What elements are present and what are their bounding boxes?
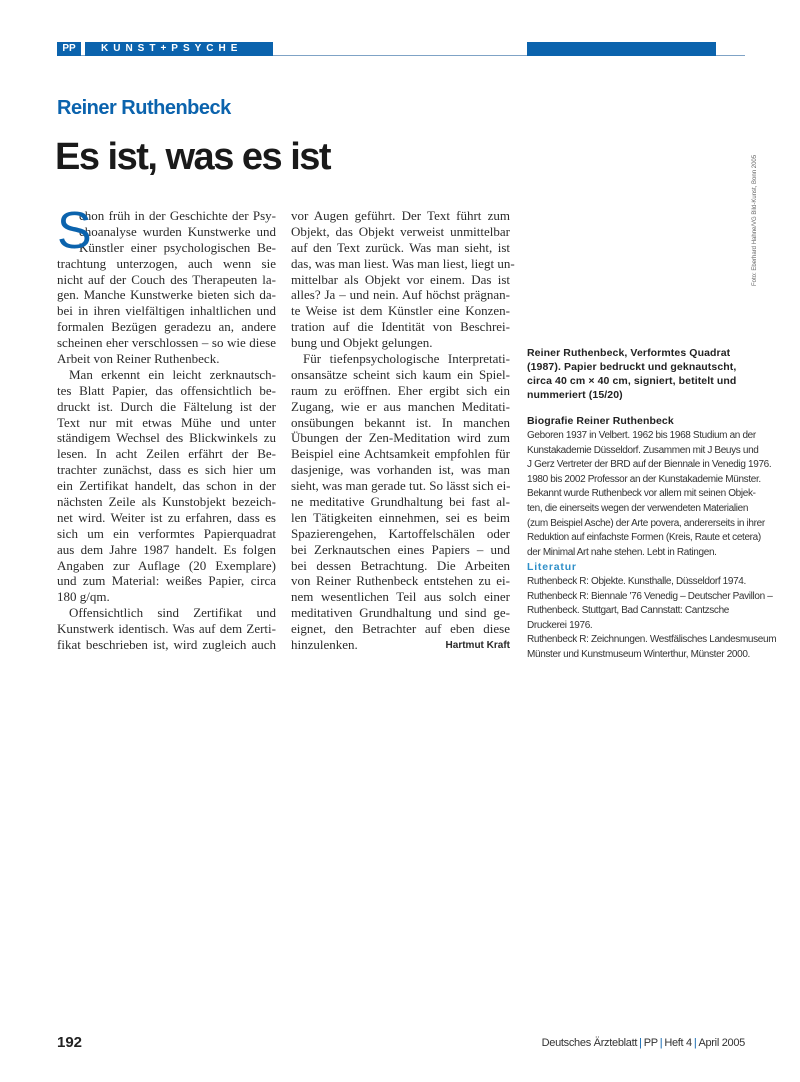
literature-box <box>527 560 777 663</box>
text-line: ten, die einerseits wegen der verwendeten Materialien <box>527 502 749 514</box>
text-line: nummeriert (15/20) <box>527 389 623 401</box>
paragraph <box>57 367 276 605</box>
text-line: bung und Objekt gelungen. <box>291 335 433 351</box>
text-line: Künstler einer psychologischen Be- <box>79 239 276 255</box>
section-label: KUNST+PSYCHE <box>85 42 273 56</box>
text-line: 180 g/qm. <box>57 589 110 605</box>
text-line: Angaben zur Auflage (20 Exemplare) <box>57 557 276 573</box>
text-line: sich um ein verformtes Papierquadrat <box>57 525 276 541</box>
text-line: tes Blatt Papier, das offensichtlich be- <box>57 382 276 398</box>
text-line: nicht auf der Couch des Therapeuten la- <box>57 271 276 287</box>
text-line: choanalyse wurden Kunstwerke und <box>79 223 276 239</box>
text-line: sieht, was man gerade tut. So lässt sich ei- <box>291 478 511 494</box>
footer-citation: Deutsches Ärzteblatt | PP | Heft 4 | April 2005 <box>541 1037 745 1049</box>
page-number: 192 <box>57 1034 83 1051</box>
artist-name: Reiner Ruthenbeck <box>57 97 231 119</box>
text-line: bei Zerknautschen eines Papiers – und <box>291 541 510 557</box>
text-line: lesen. In acht Zeilen erfährt der Be- <box>57 446 276 462</box>
text-line: hinzulenken. <box>291 637 358 653</box>
text-line: gen. Manche Kunstwerke bieten sich da- <box>57 287 276 303</box>
text-line: und zum Material: weißes Papier, circa <box>57 573 276 589</box>
text-line: nächsten Zeile als Kunstobjekt bezeich- <box>57 494 276 510</box>
date: April 2005 <box>698 1037 745 1049</box>
paragraph <box>57 202 276 367</box>
article-column-1 <box>57 202 276 653</box>
text-line: Druckerei 1976. <box>527 619 593 631</box>
text-line: J Gerz Vertreter der BRD auf der Biennale in Venedig 1976. <box>527 459 772 471</box>
text-line: Kunstwerk identisch. Was auf dem Zerti- <box>57 621 276 637</box>
text-line: Beispiel eine Achtsamkeit empfohlen für <box>291 446 510 462</box>
text-line: Ruthenbeck R: Biennale '76 Venedig – Deutscher Pavillon – <box>527 590 773 602</box>
text-line: mittelbar als Objekt vor einem. Das ist <box>291 271 510 287</box>
text-line: aus dem Jahre 1987 handelt. Es folgen <box>57 541 276 557</box>
literature-heading: Literatur <box>527 561 577 573</box>
text-line: Zugang, wie er aus manchen Meditati- <box>291 398 510 414</box>
text-line: net wird. Weiter ist zu erfahren, dass es <box>57 509 276 525</box>
text-line: das, was man liest. Was man liest, liegt un- <box>291 255 515 271</box>
issue: Heft 4 <box>664 1037 692 1049</box>
text-line: trachter zunächst, dass es sich hier um <box>57 462 276 478</box>
text-line: Kunstakademie Düsseldorf. Zusammen mit J Beuys und <box>527 444 759 456</box>
text-line: Offensichtlich sind Zertifikat und <box>69 605 276 621</box>
text-line: Münster und Kunstmuseum Winterthur, Münster 2000. <box>527 648 750 660</box>
text-line: bei dessen Betrachtung. Die Arbeiten <box>291 557 510 573</box>
author-signature: Hartmut Kraft <box>445 639 510 651</box>
text-line: Man erkennt ein leicht zerknautsch- <box>69 366 276 382</box>
text-line: formalen Bezügen geradezu an, andere <box>57 319 276 335</box>
text-line: ständigem Wechsel des Blickwinkels zu <box>57 430 276 446</box>
text-line: meditativen Grundhaltung und sind ge- <box>291 605 510 621</box>
text-line: Text nur mit etwas Mühe und unter <box>57 414 276 430</box>
text-line: Für tiefenpsychologische Interpretati- <box>303 351 510 367</box>
text-line: Ruthenbeck. Stuttgart, Bad Cannstatt: Cantzsche <box>527 605 730 617</box>
image-caption <box>527 346 752 402</box>
text-line: Geboren 1937 in Velbert. 1962 bis 1968 Studium an der <box>527 430 756 441</box>
text-line: alles? Ja – und nein. Auf höchst prägnan- <box>291 287 510 303</box>
text-line: druckt ist. Durch die Fältelung ist der <box>57 398 276 414</box>
text-line: Spazierengehen, Kartoffelschälen oder <box>291 525 510 541</box>
text-line: (1987). Papier bedruckt und geknautscht, <box>527 361 737 373</box>
text-line: eignet, den Betrachter auf eben diese <box>291 621 510 637</box>
text-line: trachtung unterzogen, auch wenn sie <box>57 255 276 271</box>
paragraph <box>291 208 515 351</box>
biography-heading: Biografie Reiner Ruthenbeck <box>527 415 674 427</box>
drop-cap: S <box>57 202 92 260</box>
text-line: tration auf die Identität von Beschrei- <box>291 319 510 335</box>
pp-badge: PP <box>57 42 81 56</box>
text-line: auf den Text zurück. Was man sieht, ist <box>291 239 510 255</box>
text-line: nem wesentlichen Teil aus solch einer <box>291 589 510 605</box>
text-line: chon früh in der Geschichte der Psy- <box>79 208 276 223</box>
text-line: 1980 bis 2002 Professor an der Kunstakademie Münster. <box>527 473 761 485</box>
text-line: scheinen eher verschlossen – so wie diese <box>57 335 276 351</box>
text-line: Ruthenbeck R: Zeichnungen. Westfälisches Landesmuseum <box>527 634 777 646</box>
text-line: circa 40 cm × 40 cm, signiert, betitelt und <box>527 375 737 387</box>
text-line: Objekt, das Objekt verweist unmittelbar <box>291 223 510 239</box>
article-column-2 <box>291 208 515 653</box>
text-line: von Reiner Ruthenbeck entstehen zu ei- <box>291 573 510 589</box>
text-line: raum zu eröffnen. Eher ergibt sich ein <box>291 382 510 398</box>
text-line: Bekannt wurde Ruthenbeck vor allem mit seinen Objek- <box>527 488 756 500</box>
text-line: fikat beschrieben ist, wird zugleich auch <box>57 637 276 653</box>
text-line: Reduktion auf einfachste Formen (Kreis, Raute et cetera) <box>527 532 761 544</box>
journal-name: Deutsches Ärzteblatt <box>541 1037 638 1049</box>
paragraph <box>291 351 510 653</box>
text-line: Ruthenbeck R: Objekte. Kunsthalle, Düsseldorf 1974. <box>527 576 746 587</box>
text-line: len Tätigkeiten einnehmen, sei es beim <box>291 509 510 525</box>
text-line: ein Zertifikat handelt, das schon in der <box>57 478 276 494</box>
text-line: der Minimal Art nahe stehen. Lebt in Ratingen. <box>527 546 717 558</box>
text-line: Übungen der Zen-Meditation wird zum <box>291 430 510 446</box>
text-line: vor Augen geführt. Der Text führt zum <box>291 208 510 223</box>
text-line: te Weise ist dem Künstler eine Konzen- <box>291 303 510 319</box>
biography-box <box>527 414 772 560</box>
header-accent-bar <box>527 42 716 56</box>
paragraph <box>57 605 276 653</box>
text-line: Reiner Ruthenbeck, Verformtes Quadrat <box>527 347 731 359</box>
text-line: ne meditative Grundhaltung bei fast al- <box>291 494 510 510</box>
text-line: dasjenige, was vorhanden ist, was man <box>291 462 510 478</box>
edition: PP <box>643 1037 658 1049</box>
photo-credit: Foto: Eberhard Hahne/VG Bild-Kunst, Bonn 2005 <box>752 154 758 286</box>
article-title: Es ist, was es ist <box>55 136 331 178</box>
text-line: Arbeit von Reiner Ruthenbeck. <box>57 351 220 367</box>
text-line: bei in ihren vielfältigen inhaltlichen und <box>57 303 276 319</box>
text-line: onsansätze scheint sich kaum ein Spiel- <box>291 366 510 382</box>
text-line: onsübungen bekannt ist. In manchen <box>291 414 510 430</box>
text-line: (zum Beispiel Asche) der Arte povera, andererseits in ihrer <box>527 517 765 529</box>
